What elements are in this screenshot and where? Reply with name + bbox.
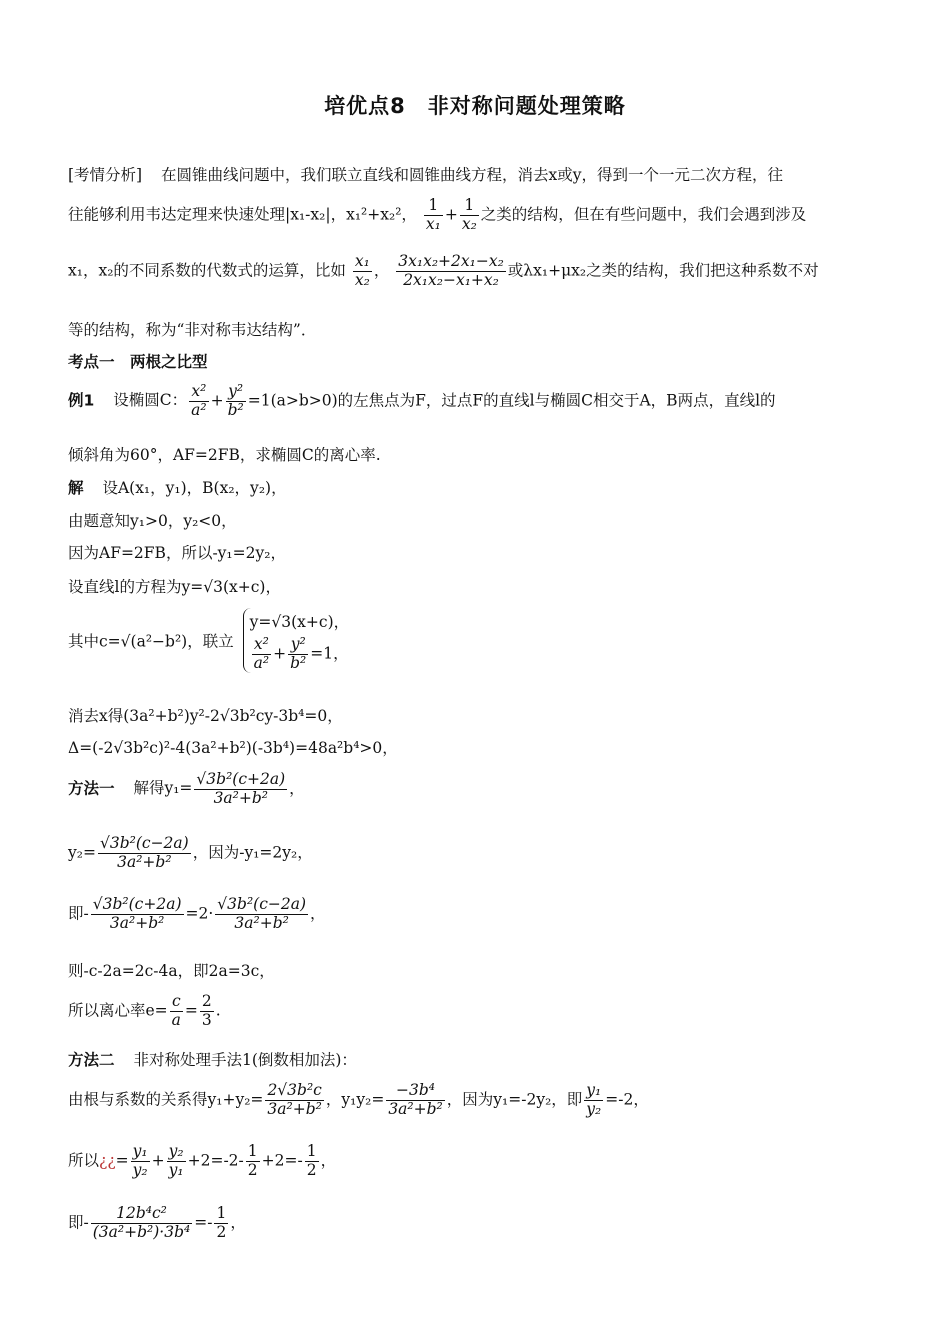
fraction-x2-a2: $\frac{\text{x²}}{\text{a²}}$ [191, 382, 207, 419]
fraction-1-over-x1: $\frac{1}{\text{x₁}}$ [425, 196, 441, 233]
example-line-2: 倾斜角为60°，AF=2FB，求椭圆C的离心率. [68, 446, 381, 464]
solution-line-7: Δ=(-2√3b²c)²-4(3a²+b²)(-3b⁴)=48a²b⁴>0， [68, 739, 398, 757]
method2-label: 方法二 [68, 1051, 115, 1069]
example-text-1a: 设椭圆C： [113, 391, 188, 410]
solution-line-6: 消去x得(3a²+b²)y²-2√3b²cy-3b⁴=0， [68, 707, 343, 725]
section-heading: 考点一 两根之比型 [68, 353, 208, 371]
solution-line-3: 因为AF=2FB，所以-y₁=2y₂， [68, 544, 286, 562]
example-line-1: 例1 设椭圆C： $\frac{\text{x²}}{\text{a²}}$ + $\frac{\text{y²}}{\text{b²}}$ =1(a>b>0)的左焦点为F，过点F的直线l与椭圆C相交于A，B两点，直线l的 [68, 382, 776, 419]
method2-line-4: 即- $\frac{\text{12b⁴c²}}{\text{(3a²+b²)·3b⁴}}$ =- $\frac{1}{2}$ ， [68, 1204, 246, 1241]
intro-tag: [考情分析] [68, 166, 143, 184]
equation-system: y=√3(x+c)， $\frac{\text{x²}}{\text{a²}}$ + $\frac{\text{y²}}{\text{b²}}$ =1， [243, 608, 350, 673]
solution-line-5: 其中c=√(a²−b²)，联立 y=√3(x+c)， $\frac{\text{x²}}{\text{a²}}$ + $\frac{\text{y²}}{\text{b²}}$ =1， [68, 608, 349, 673]
intro-line-1 [68, 163, 783, 185]
solution-label: 解 [68, 479, 84, 497]
fraction-y2-b2: $\frac{\text{y²}}{\text{b²}}$ [227, 382, 244, 419]
solution-line-1: 解 设A(x₁，y₁)，B(x₂，y₂)， [68, 479, 287, 497]
intro-text-1: 在圆锥曲线问题中，我们联立直线和圆锥曲线方程，消去x或y，得到一个一元二次方程，往 [161, 166, 784, 184]
intro-text-2b: x₁²+x₂²， [346, 205, 417, 224]
method2-line-2: 由根与系数的关系得y₁+y₂= $\frac{\text{2√3b²c}}{\text{3a²+b²}}$ ，y₁y₂= $\frac{\text{−3b⁴}}{\text{3a²+b²}}$ ，因为y₁=-2y₂，即 $\frac{\text{y₁}}{\text{y₂}}$ =-2， [68, 1081, 649, 1118]
method2-line-3: 所以¿¿= $\frac{\text{y₁}}{\text{y₂}}$ + $\frac{\text{y₂}}{\text{y₁}}$ +2=-2- $\frac{1}{2}$ +2=- $\frac{1}{2}$ ， [68, 1142, 337, 1179]
method1-label: 方法一 [68, 779, 115, 798]
intro-line-3: x₁，x₂的不同系数的代数式的运算，比如 $\frac{\text{x₁}}{\text{x₂}}$ ， $\frac{\text{3x₁x₂+2x₁−x₂}}{\text{2x₁x₂−x₁+x₂}}$ 或λx₁+μx₂之类的结构，我们把这种系数不对 [68, 252, 819, 289]
fraction-1-over-x2: $\frac{1}{\text{x₂}}$ [461, 196, 477, 233]
intro-text-3a: x₁，x₂的不同系数的代数式的运算，比如 [68, 261, 346, 280]
fraction-big: $\frac{\text{3x₁x₂+2x₁−x₂}}{\text{2x₁x₂−x₁+x₂}}$ [398, 252, 504, 289]
solution-line-4: 设直线l的方程为y=√3(x+c)， [68, 578, 281, 596]
page-title: 培优点8 非对称问题处理策略 [324, 94, 626, 118]
method1-line-3: 即- $\frac{\text{√3b²(c+2a)}}{\text{3a²+b²}}$ =2· $\frac{\text{√3b²(c−2a)}}{\text{3a²+b²}}$ ， [68, 895, 326, 932]
method1-line-1: 方法一 解得y₁= $\frac{\text{√3b²(c+2a)}}{\text{3a²+b²}}$ ， [68, 770, 305, 807]
method2-line-1: 方法二 非对称处理手法1(倒数相加法)： [68, 1051, 357, 1069]
intro-text-3b: 或λx₁+μx₂之类的结构，我们把这种系数不对 [507, 261, 819, 280]
intro-line-2: 往能够利用韦达定理来快速处理|x₁-x₂|，x₁²+x₂²， $\frac{1}{\text{x₁}}$ + $\frac{1}{\text{x₂}}$ 之类的结构，但在有些问题中，我们会遇到涉及 [68, 196, 807, 233]
intro-text-2a: 往能够利用韦达定理来快速处理|x₁-x₂|， [68, 205, 347, 224]
example-label: 例1 [68, 391, 95, 410]
method1-line-2: y₂= $\frac{\text{√3b²(c−2a)}}{\text{3a²+b²}}$ ，因为-y₁=2y₂， [68, 834, 313, 871]
fraction-x1-over-x2: $\frac{\text{x₁}}{\text{x₂}}$ [354, 252, 370, 289]
method1-line-5: 所以离心率e= $\frac{c}{a}$ = $\frac{2}{3}$ . [68, 992, 221, 1029]
intro-text-2c: 之类的结构，但在有些问题中，我们会遇到涉及 [480, 205, 807, 224]
intro-line-4: 等的结构，称为“非对称韦达结构”． [68, 321, 317, 339]
method1-line-4: 则-c-2a=2c-4a，即2a=3c， [68, 962, 275, 980]
solution-line-2: 由题意知y₁>0，y₂<0， [68, 512, 237, 530]
example-text-1b: =1(a>b>0)的左焦点为F，过点F的直线l与椭圆C相交于A，B两点，直线l的 [247, 391, 776, 410]
